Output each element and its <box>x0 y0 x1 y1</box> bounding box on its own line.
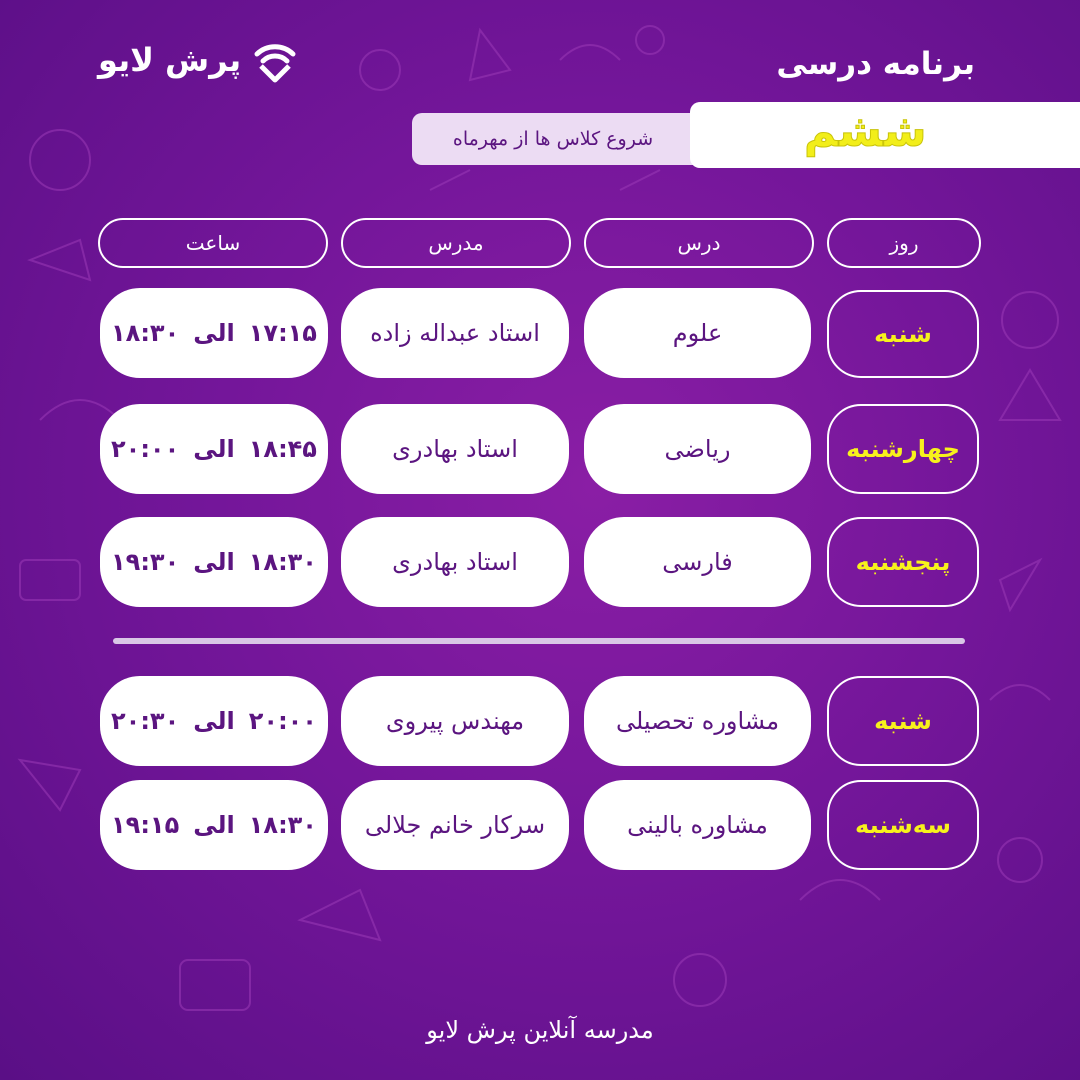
row-lesson: مشاوره تحصیلی <box>584 676 811 766</box>
row-teacher: مهندس پیروی <box>341 676 569 766</box>
brand-name: پرش لایو <box>98 41 242 79</box>
time-separator: الی <box>193 811 235 839</box>
time-start: ۱۷:۱۵ <box>248 319 317 347</box>
column-header-day: روز <box>827 218 981 268</box>
time-start: ۱۸:۳۰ <box>248 811 317 839</box>
page-title: برنامه درسی <box>776 46 975 82</box>
row-time <box>100 288 328 378</box>
brand-logo <box>98 36 299 84</box>
grade-box <box>690 102 1080 168</box>
grade-label: ششم <box>804 106 927 157</box>
row-day: شنبه <box>827 676 979 766</box>
section-divider <box>113 638 965 644</box>
row-lesson: علوم <box>584 288 811 378</box>
row-day: چهارشنبه <box>827 404 979 494</box>
time-start: ۲۰:۰۰ <box>248 707 317 735</box>
column-header-teacher: مدرس <box>341 218 571 268</box>
row-teacher: استاد عبداله زاده <box>341 288 569 378</box>
row-lesson: فارسی <box>584 517 811 607</box>
time-end: ۱۸:۳۰ <box>111 319 180 347</box>
row-lesson: مشاوره بالینی <box>584 780 811 870</box>
time-start: ۱۸:۳۰ <box>248 548 317 576</box>
row-time <box>100 404 328 494</box>
time-separator: الی <box>193 435 235 463</box>
time-separator: الی <box>193 707 235 735</box>
row-day: سه‌شنبه <box>827 780 979 870</box>
row-time <box>100 676 328 766</box>
row-time <box>100 780 328 870</box>
column-header-time: ساعت <box>98 218 328 268</box>
brand-logo-icon <box>251 36 299 84</box>
row-lesson: ریاضی <box>584 404 811 494</box>
time-separator: الی <box>193 319 235 347</box>
start-note: شروع کلاس ها از مهرماه <box>412 113 694 165</box>
time-end: ۲۰:۰۰ <box>111 435 180 463</box>
time-end: ۱۹:۱۵ <box>111 811 180 839</box>
time-start: ۱۸:۴۵ <box>248 435 317 463</box>
row-teacher: استاد بهادری <box>341 517 569 607</box>
time-end: ۲۰:۳۰ <box>111 707 180 735</box>
row-teacher: استاد بهادری <box>341 404 569 494</box>
footer-text: مدرسه آنلاین پرش لایو <box>426 1016 654 1044</box>
column-header-lesson: درس <box>584 218 814 268</box>
row-time <box>100 517 328 607</box>
time-end: ۱۹:۳۰ <box>111 548 180 576</box>
row-day: شنبه <box>827 290 979 378</box>
row-day: پنجشنبه <box>827 517 979 607</box>
row-teacher: سرکار خانم جلالی <box>341 780 569 870</box>
time-separator: الی <box>193 548 235 576</box>
